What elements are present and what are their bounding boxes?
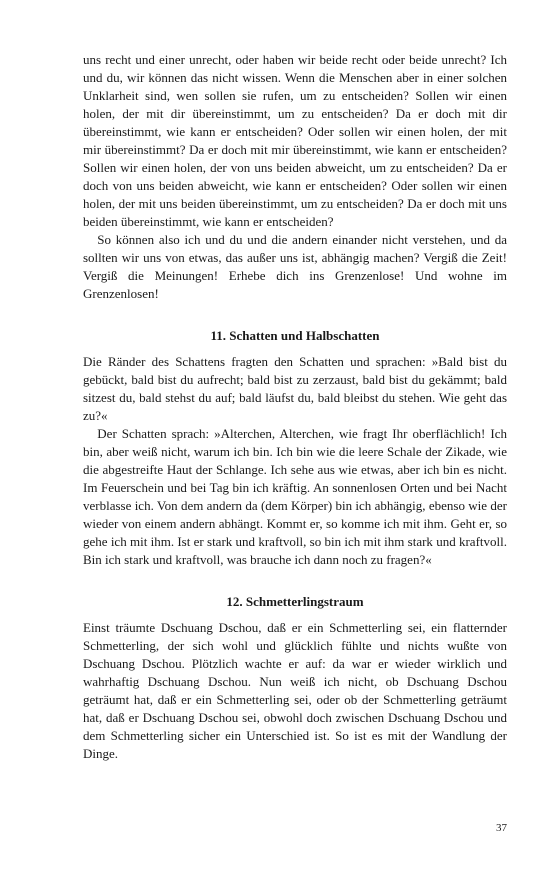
page-body — [83, 51, 507, 763]
paragraph-section11-answer: Der Schatten sprach: »Alterchen, Alterchen, wie fragt Ihr oberflächlich! Ich bin, aber weiß nicht, warum ich bin. Ich bin wie die leere Schale der Zikade, wie die abgestreifte Haut der Schlange. Ich sehe aus wie etwas, aber ich bin es nicht. Im Feuerschein und bei Tag bin ich kräftig. An sonnenlosen Orten und bei Nacht verblasse ich. Von dem andern da (dem Körper) bin ich abhängig, ebenso wie der wieder von einem andern abhängt. Kommt er, so komme ich mit ihm. Geht er, so gehe ich mit ihm. Ist er stark und kraftvoll, so bin ich mit ihm stark und kraftvoll. Bin ich stark und kraftvoll, was brauche ich dann noch zu fragen?« — [83, 426, 507, 567]
section-heading-11: 11. Schatten und Halbschatten — [210, 328, 380, 343]
paragraph-section10-conclusion: So können also ich und du und die andern einander nicht verstehen, und da sollten wir uns von etwas, das außer uns ist, abhängig machen? Vergiß die Zeit! Vergiß die Meinungen! Erhebe dich ins Grenzenlose! Und wohne im Grenzenlosen! — [83, 232, 507, 301]
paragraph-section11-question: Die Ränder des Schattens fragten den Schatten und sprachen: »Bald bist du gebückt, bald bist du aufrecht; bald bist zu zerzaust, bald bist du gekämmt; bald sitzest du, bald stehst du auf; bald läufst du, bald bleibst du stehen. Wie geht das zu?« — [83, 354, 507, 423]
page-number: 37 — [496, 822, 507, 834]
section-heading-12: 12. Schmetterlingstraum — [226, 594, 364, 609]
paragraph-section10-continuation: uns recht und einer unrecht, oder haben wir beide recht oder beide unrecht? Ich und du, wir können das nicht wissen. Wenn die Menschen aber in einer solchen Unklarheit sind, wen sollen sie rufen, um zu entscheiden? Sollen wir einen holen, der mit dir übereinstimmt, um zu entscheiden? Da er doch mit dir übereinstimmt, wie kann er entscheiden? Oder sollen wir einen holen, der mit mir übereinstimmt? Da er doch mit mir übereinstimmt, wie kann er entscheiden? Sollen wir einen holen, der von uns beiden abweicht, um zu entscheiden? Da er doch von uns beiden abweicht, wie kann er entscheiden? Oder sollen wir einen holen, der mit uns beiden übereinstimmt, um zu entscheiden? Da er doch mit uns beiden übereinstimmt, wie kann er entscheiden? — [83, 52, 507, 229]
paragraph-section12-dream: Einst träumte Dschuang Dschou, daß er ein Schmetterling sei, ein flatternder Schmetterling, der sich wohl und glücklich fühlte und nichts wußte von Dschuang Dschou. Plötzlich wachte er auf: da war er wieder wirklich und wahrhaftig Dschuang Dschou. Nun weiß ich nicht, ob Dschuang Dschou geträumt hat, daß er ein Schmetterling sei, oder ob der Schmetterling geträumt hat, daß er Dschuang Dschou sei, obwohl doch zwischen Dschuang Dschou und dem Schmetterling sicher ein Unterschied ist. So ist es mit der Wandlung der Dinge. — [83, 620, 507, 761]
